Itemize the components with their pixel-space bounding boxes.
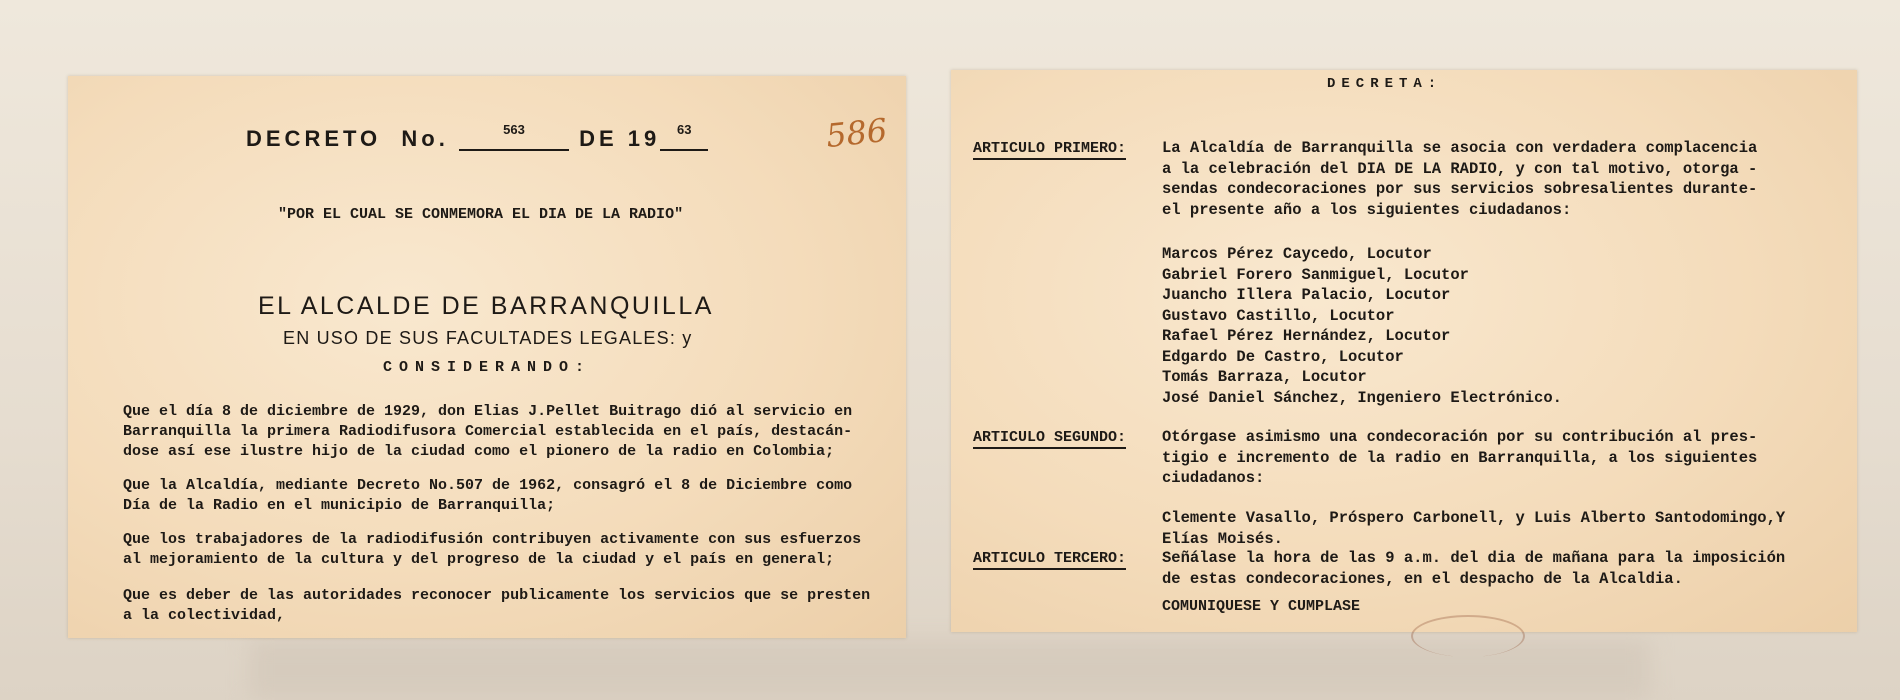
handwritten-number: 586 xyxy=(824,110,889,156)
decree-page-right xyxy=(951,70,1857,632)
year-blank xyxy=(660,122,708,151)
paragraph-4 xyxy=(123,586,870,626)
article-line: Otórgase asimismo una condecoración por su contribución al pres- xyxy=(1162,428,1758,446)
decree-subtitle: "POR EL CUAL SE CONMEMORA EL DIA DE LA RADIO" xyxy=(278,206,684,223)
articulo-primero-label: ARTICULO PRIMERO: xyxy=(973,140,1126,160)
article-line: Señálase la hora de las 9 a.m. del dia de mañana para la imposición xyxy=(1162,549,1786,567)
article-line: el presente año a los siguientes ciudadanos: xyxy=(1162,200,1572,219)
paragraph-line: al mejoramiento de la cultura y del progreso de la ciudad y el país en general; xyxy=(123,551,835,568)
decree-title xyxy=(246,122,708,152)
articulo-segundo-text xyxy=(1162,427,1757,489)
article-line: de estas condecoraciones, en el despacho de la Alcaldia. xyxy=(1162,569,1683,588)
honoree-item: Juancho Illera Palacio, Locutor xyxy=(1162,286,1451,304)
paragraph-2 xyxy=(123,476,852,516)
article-line: La Alcaldía de Barranquilla se asocia con verdadera complacencia xyxy=(1162,139,1758,157)
paragraph-line: Que el día 8 de diciembre de 1929, don Elias J.Pellet Buitrago dió al servicio en xyxy=(123,403,853,420)
decree-number-blank xyxy=(459,122,569,151)
honorees-list xyxy=(1162,244,1562,408)
paragraph-line: Día de la Radio en el municipio de Barranquilla; xyxy=(123,497,556,514)
paragraph-line: a la colectividad, xyxy=(123,607,286,624)
paragraph-3 xyxy=(123,530,861,570)
decree-subheading: EN USO DE SUS FACULTADES LEGALES: y xyxy=(283,328,693,348)
paragraph-1 xyxy=(123,402,852,462)
honoree-item: Edgardo De Castro, Locutor xyxy=(1162,347,1404,366)
names-line: Elías Moisés. xyxy=(1162,529,1283,548)
segundo-names xyxy=(1162,508,1785,549)
seal-stamp xyxy=(1411,615,1525,657)
article-line: sendas condecoraciones por sus servicios sobresalientes durante- xyxy=(1162,180,1758,198)
decree-page-left xyxy=(68,76,906,638)
honoree-item: Marcos Pérez Caycedo, Locutor xyxy=(1162,245,1432,263)
honoree-item: Tomás Barraza, Locutor xyxy=(1162,368,1367,386)
de-label: DE 19 xyxy=(579,126,661,151)
articulo-primero-text xyxy=(1162,138,1757,220)
names-line: Clemente Vasallo, Próspero Carbonell, y Luis Alberto Santodomingo,Y xyxy=(1162,509,1786,527)
articulo-tercero-text xyxy=(1162,548,1785,589)
paragraph-line: Que la Alcaldía, mediante Decreto No.507 de 1962, consagró el 8 de Diciembre como xyxy=(123,477,853,494)
considerando-heading: CONSIDERANDO: xyxy=(383,359,592,376)
paragraph-line: Que los trabajadores de la radiodifusión contribuyen activamente con sus esfuerzos xyxy=(123,531,862,548)
articulo-tercero-label: ARTICULO TERCERO: xyxy=(973,550,1126,570)
honoree-item: Gabriel Forero Sanmiguel, Locutor xyxy=(1162,265,1469,284)
closing-text: COMUNIQUESE Y CUMPLASE xyxy=(1162,598,1361,615)
honoree-item: José Daniel Sánchez, Ingeniero Electrónico. xyxy=(1162,388,1562,407)
year-suffix: 63 xyxy=(677,122,692,137)
decreto-word: DECRETO xyxy=(246,126,382,151)
no-label: No. xyxy=(401,126,449,151)
paragraph-line: dose así ese ilustre hijo de la ciudad como el pionero de la radio en Colombia; xyxy=(123,443,835,460)
paragraph-line: Barranquilla la primera Radiodifusora Comercial establecida en el país, destacán- xyxy=(123,423,853,440)
honoree-item: Gustavo Castillo, Locutor xyxy=(1162,306,1395,325)
decree-heading: EL ALCALDE DE BARRANQUILLA xyxy=(258,292,714,320)
articulo-segundo-label: ARTICULO SEGUNDO: xyxy=(973,429,1126,449)
article-line: tigio e incremento de la radio en Barranquilla, a los siguientes xyxy=(1162,448,1758,467)
article-line: ciudadanos: xyxy=(1162,469,1265,487)
decreta-heading: DECRETA: xyxy=(1327,76,1443,92)
decree-number: 563 xyxy=(503,122,525,137)
paragraph-line: Que es deber de las autoridades reconocer publicamente los servicios que se presten xyxy=(123,587,871,604)
article-line: a la celebración del DIA DE LA RADIO, y con tal motivo, otorga - xyxy=(1162,159,1758,178)
honoree-item: Rafael Pérez Hernández, Locutor xyxy=(1162,327,1451,345)
